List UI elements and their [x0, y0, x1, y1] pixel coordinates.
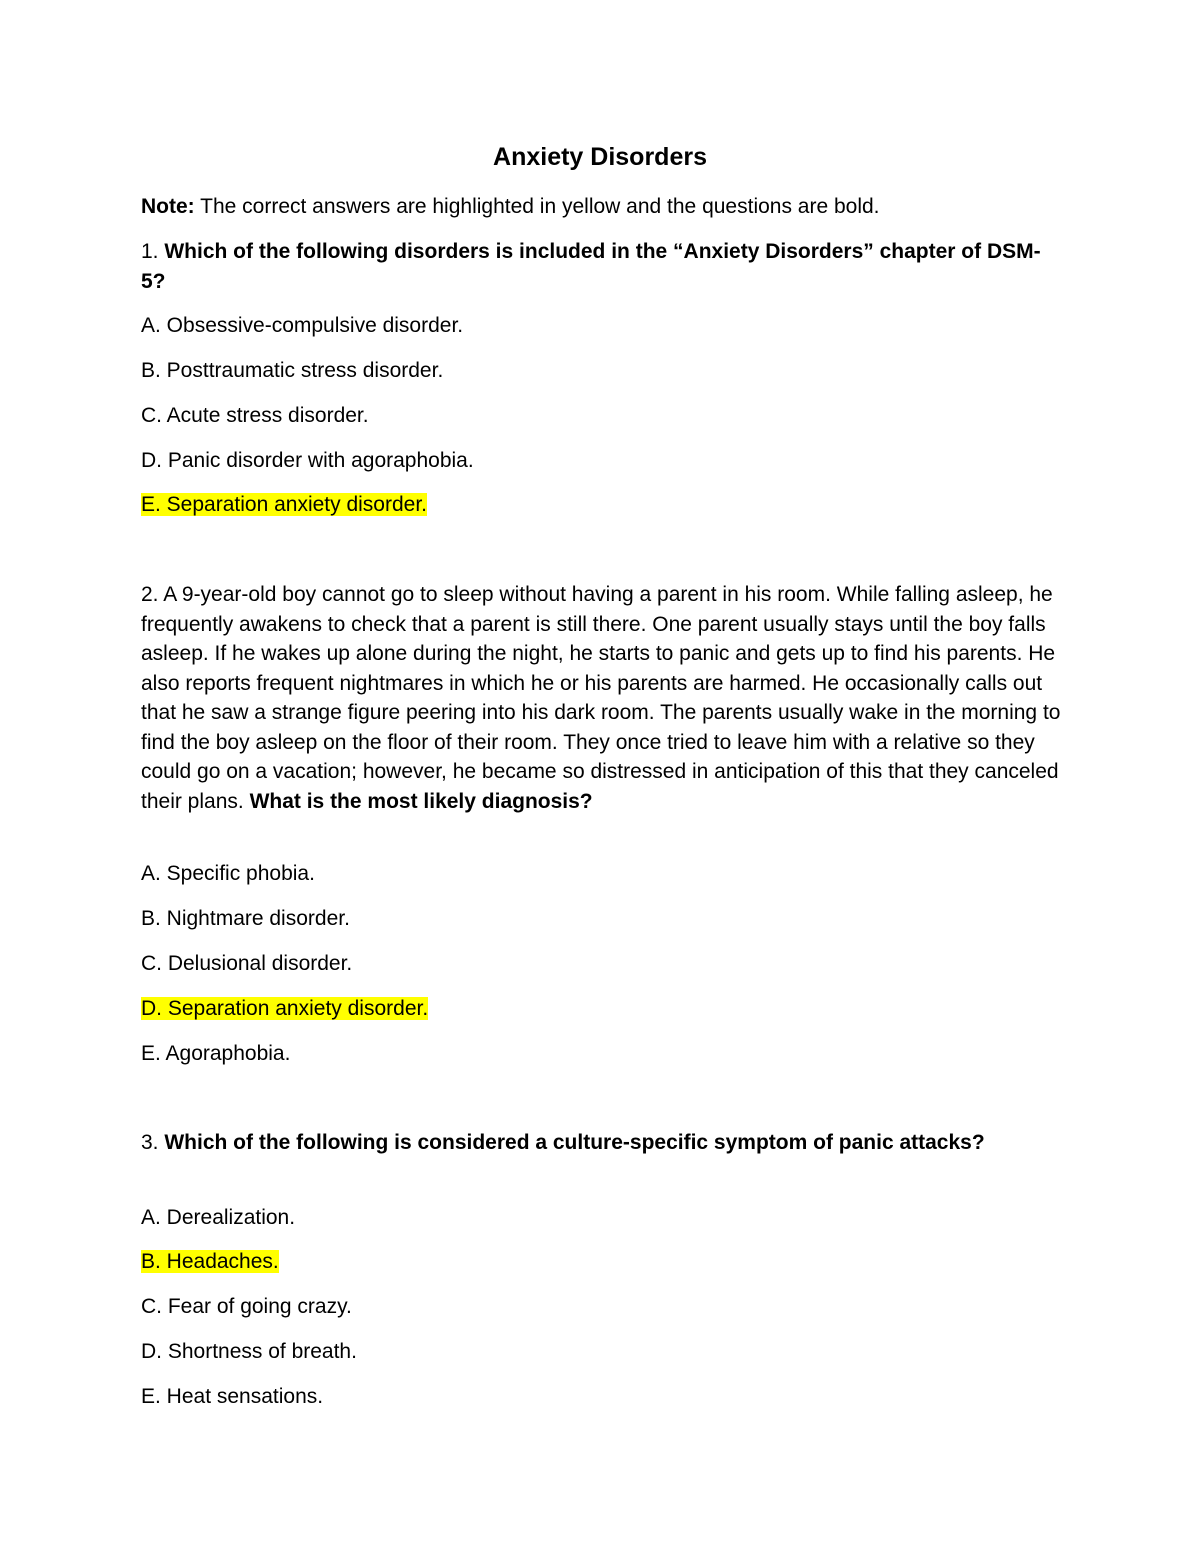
question-1	[141, 237, 1061, 296]
q3-option-c	[141, 1292, 1061, 1322]
q1-option-e-correct	[141, 490, 1061, 520]
correct-answer-highlight: B. Headaches.	[141, 1250, 279, 1273]
option-text: C. Delusional disorder.	[141, 952, 353, 975]
q1-option-b	[141, 356, 1061, 386]
q3-option-e	[141, 1382, 1061, 1412]
option-text: E. Heat sensations.	[141, 1385, 324, 1408]
question-number: 3.	[141, 1131, 165, 1154]
option-text: E. Agoraphobia.	[141, 1042, 291, 1065]
q3-option-a	[141, 1203, 1061, 1233]
question-text: What is the most likely diagnosis?	[249, 789, 593, 813]
question-stem: A 9-year-old boy cannot go to sleep without having a parent in his room. While falling asleep, he frequently awakens to check that a parent is still there. One parent usually stays until the boy falls asleep. If he wakes up alone during the night, he starts to panic and gets up to find his parents. He also reports frequent nightmares in which he or his parents are harmed. He occasionally calls out that he saw a strange figure peering into his dark room. The parents usually wake in the morning to find the boy asleep on the floor of their room. They once tried to leave him with a relative so they could go on a vacation; however, he became so distressed in anticipation of this that they canceled their plans.	[141, 583, 1061, 813]
question-text: Which of the following disorders is included in the “Anxiety Disorders” chapter of DSM-5?	[141, 240, 1041, 293]
option-text: C. Acute stress disorder.	[141, 404, 369, 427]
note-text: The correct answers are highlighted in yellow and the questions are bold.	[194, 195, 880, 218]
q3-option-d	[141, 1337, 1061, 1367]
question-3	[141, 1128, 1061, 1158]
question-text: Which of the following is considered a culture-specific symptom of panic attacks?	[164, 1131, 985, 1154]
note-label: Note:	[141, 195, 195, 218]
q2-option-b	[141, 904, 1061, 934]
option-text: A. Derealization.	[141, 1206, 296, 1229]
note-paragraph	[141, 192, 1061, 222]
correct-answer-highlight: E. Separation anxiety disorder.	[141, 493, 428, 516]
q2-option-c	[141, 949, 1061, 979]
q1-option-c	[141, 401, 1061, 431]
option-text: A. Obsessive-compulsive disorder.	[141, 314, 464, 337]
q1-option-d	[141, 446, 1061, 476]
option-text: D. Shortness of breath.	[141, 1340, 357, 1363]
q3-option-b-correct	[141, 1247, 1061, 1277]
option-text: D. Panic disorder with agoraphobia.	[141, 449, 474, 472]
correct-answer-highlight: D. Separation anxiety disorder.	[141, 997, 429, 1020]
question-number: 1.	[141, 240, 165, 263]
option-text: C. Fear of going crazy.	[141, 1295, 352, 1318]
q2-option-a	[141, 859, 1061, 889]
question-number: 2.	[141, 583, 164, 606]
document-title: Anxiety Disorders	[493, 143, 707, 171]
q1-option-a	[141, 311, 1061, 341]
question-2	[141, 580, 1061, 816]
q2-option-e	[141, 1039, 1061, 1069]
q2-option-d-correct	[141, 994, 1061, 1024]
option-text: A. Specific phobia.	[141, 862, 315, 885]
option-text: B. Posttraumatic stress disorder.	[141, 359, 444, 382]
option-text: B. Nightmare disorder.	[141, 907, 350, 930]
